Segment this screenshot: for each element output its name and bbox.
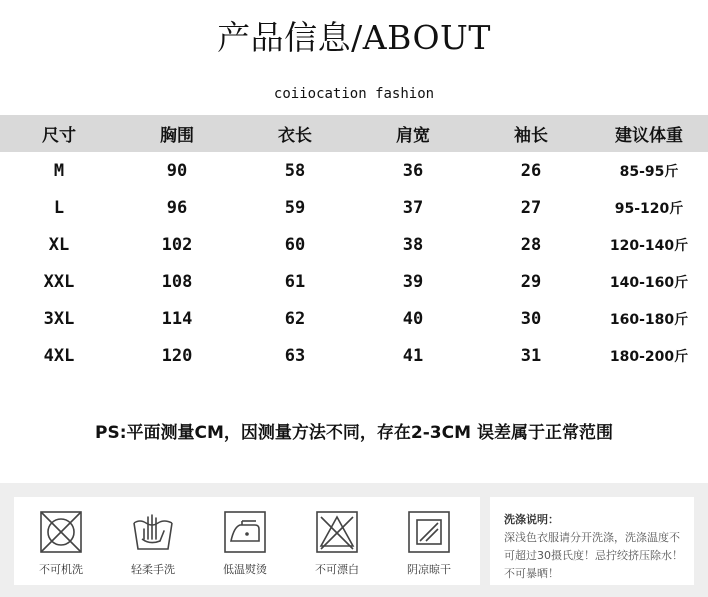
no-machine-wash-icon — [38, 509, 84, 555]
care-item-low-temp-iron — [210, 509, 280, 577]
cell-weight: 140-160斤 — [609, 274, 689, 291]
cell-shoulder: 37 — [402, 197, 424, 218]
cell-size: XXL — [43, 271, 75, 292]
table-header-row — [0, 115, 708, 152]
cell-chest: 120 — [161, 345, 193, 366]
no-bleach-icon — [314, 509, 360, 555]
care-label: 轻柔手洗 — [131, 563, 175, 576]
cell-length: 62 — [284, 308, 306, 329]
col-shoulder: 肩宽 — [354, 115, 472, 152]
cell-weight: 85-95斤 — [619, 163, 679, 180]
col-weight: 建议体重 — [590, 115, 708, 152]
cell-sleeve: 27 — [520, 197, 542, 218]
col-sleeve: 袖长 — [472, 115, 590, 152]
care-item-no-machine-wash — [26, 509, 96, 577]
care-icons-box — [14, 497, 480, 585]
cell-weight: 95-120斤 — [614, 200, 684, 217]
cell-chest: 90 — [166, 160, 188, 181]
table-row — [0, 337, 708, 374]
table-row — [0, 189, 708, 226]
care-instructions-box — [490, 497, 694, 585]
cell-sleeve: 28 — [520, 234, 542, 255]
care-item-hand-wash — [118, 509, 188, 577]
care-label: 阴凉晾干 — [407, 563, 451, 576]
cell-size: M — [53, 160, 65, 181]
shade-dry-icon — [406, 509, 452, 555]
cell-weight: 160-180斤 — [609, 311, 689, 328]
cell-shoulder: 40 — [402, 308, 424, 329]
cell-shoulder: 41 — [402, 345, 424, 366]
table-row — [0, 152, 708, 189]
cell-sleeve: 26 — [520, 160, 542, 181]
cell-weight: 120-140斤 — [609, 237, 689, 254]
care-label: 不可漂白 — [315, 563, 359, 576]
cell-size: 3XL — [43, 308, 75, 329]
care-heading: 洗涤说明： — [504, 513, 559, 526]
table-row — [0, 300, 708, 337]
cell-length: 60 — [284, 234, 306, 255]
table-row — [0, 263, 708, 300]
cell-chest: 114 — [161, 308, 193, 329]
cell-length: 61 — [284, 271, 306, 292]
cell-shoulder: 36 — [402, 160, 424, 181]
col-chest: 胸围 — [118, 115, 236, 152]
cell-shoulder: 39 — [402, 271, 424, 292]
care-item-no-bleach — [302, 509, 372, 577]
care-body-text: 深浅色衣服请分开洗涤，洗涤温度不可超过30摄氏度！忌拧绞挤压除水！不可暴晒！ — [504, 531, 683, 580]
cell-sleeve: 30 — [520, 308, 542, 329]
cell-size: L — [53, 197, 65, 218]
care-label: 不可机洗 — [39, 563, 83, 576]
cell-chest: 108 — [161, 271, 193, 292]
cell-size: 4XL — [43, 345, 75, 366]
table-row — [0, 226, 708, 263]
cell-sleeve: 29 — [520, 271, 542, 292]
cell-chest: 96 — [166, 197, 188, 218]
cell-length: 63 — [284, 345, 306, 366]
cell-shoulder: 38 — [402, 234, 424, 255]
measurement-note: PS:平面测量CM，因测量方法不同，存在2-3CM 误差属于正常范围 — [95, 423, 613, 443]
cell-weight: 180-200斤 — [609, 348, 689, 365]
col-length: 衣长 — [236, 115, 354, 152]
col-size: 尺寸 — [0, 115, 118, 152]
brand-subtitle: coiiocation fashion — [273, 86, 435, 102]
care-label: 低温熨烫 — [223, 563, 267, 576]
size-table — [0, 115, 708, 374]
care-panel — [0, 483, 708, 597]
cell-sleeve: 31 — [520, 345, 542, 366]
cell-length: 59 — [284, 197, 306, 218]
low-temp-iron-icon — [222, 509, 268, 555]
hand-wash-icon — [130, 509, 176, 555]
cell-size: XL — [48, 234, 70, 255]
page-title: 产品信息/ABOUT — [217, 18, 491, 57]
cell-length: 58 — [284, 160, 306, 181]
care-item-shade-dry — [394, 509, 464, 577]
cell-chest: 102 — [161, 234, 193, 255]
